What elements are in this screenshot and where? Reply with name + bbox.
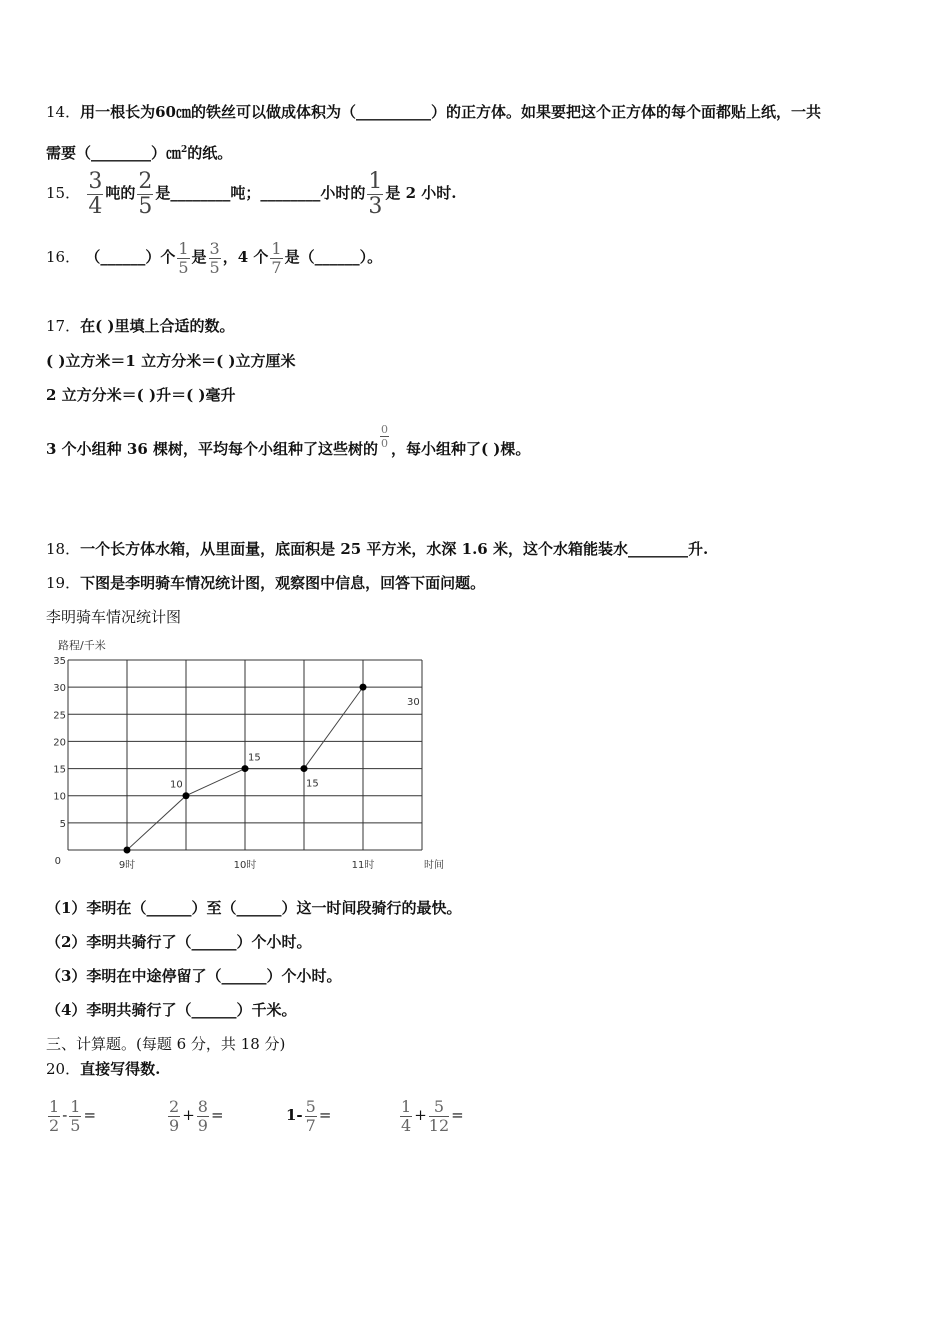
expr4-a-den: 4 xyxy=(401,1115,412,1135)
q16-text-4: 是（______）。 xyxy=(284,248,383,266)
expr3-prefix: 1- xyxy=(286,1106,303,1124)
data-label: 30 xyxy=(407,697,420,709)
chart-grid xyxy=(68,660,422,850)
q17-f-numerator: 0 xyxy=(380,423,388,436)
q16-f1-denominator: 5 xyxy=(178,257,189,277)
y-tick-label: 15 xyxy=(53,764,66,776)
q16-f2-numerator: 3 xyxy=(209,238,220,258)
expr2-b-num: 8 xyxy=(197,1096,208,1116)
q19-line xyxy=(46,573,485,593)
x-tick-label: 9时 xyxy=(118,860,136,871)
q16-number: 16． xyxy=(46,248,81,266)
q17-line1: ( )立方米＝1 立方分米＝( )立方厘米 xyxy=(46,352,296,370)
q16-text-1: （______）个 xyxy=(85,248,176,266)
expr1-frac-a xyxy=(48,1096,60,1135)
q15-fraction-1 xyxy=(87,168,103,219)
q17-line3-b: ，每小组种了( )棵。 xyxy=(390,440,531,458)
q15-number: 15． xyxy=(46,184,81,202)
expr2-a-den: 9 xyxy=(169,1115,180,1135)
q19-sub1: （1）李明在（______）至（______）这一时间段骑行的最快。 xyxy=(46,899,462,917)
expr4-a-num: 1 xyxy=(401,1096,412,1116)
expr4-b-den: 12 xyxy=(428,1115,450,1135)
q14-text-d: 的纸。 xyxy=(187,144,233,162)
q15-f3-denominator: 3 xyxy=(368,193,383,219)
y-tick-label: 35 xyxy=(53,656,66,667)
y-tick-label: 30 xyxy=(53,683,66,695)
line-chart xyxy=(40,635,500,875)
expr-1 xyxy=(46,1092,96,1138)
q15-f1-denominator: 4 xyxy=(88,193,103,219)
q15-f2-denominator: 5 xyxy=(138,193,153,219)
q17-f-denominator: 0 xyxy=(380,437,388,450)
q17-number: 17． xyxy=(46,317,81,335)
q15-fraction-3 xyxy=(367,168,383,219)
q16-fraction-3 xyxy=(270,238,282,277)
data-point xyxy=(124,847,131,854)
expr2-frac-a xyxy=(168,1096,180,1135)
expr4-op: + xyxy=(414,1106,427,1124)
q19-sub2: （2）李明共骑行了（______）个小时。 xyxy=(46,933,312,951)
q14-line2 xyxy=(46,140,232,163)
expr2-op: + xyxy=(182,1106,195,1124)
expr1-a-den: 2 xyxy=(49,1115,60,1135)
y-tick-label: 10 xyxy=(53,791,66,803)
expr1-b-den: 5 xyxy=(70,1115,81,1135)
q15-f3-numerator: 1 xyxy=(368,168,383,194)
q17-title-line xyxy=(46,316,235,336)
expr3-frac-b xyxy=(305,1096,317,1135)
expr3-b-num: 5 xyxy=(305,1096,316,1116)
expr-3 xyxy=(286,1092,331,1138)
data-point xyxy=(183,792,190,799)
q14-text-b: 60㎝的铁丝可以做成体积为（__________）的正方体。如果要把这个正方体的每个面都贴上纸，一共 xyxy=(155,103,821,121)
data-label: 15 xyxy=(306,778,319,790)
q19-sub4: （4）李明共骑行了（______）千米。 xyxy=(46,1001,297,1019)
y-tick-label: 0 xyxy=(54,856,61,867)
q15-text-2: 是________吨；________小时的 xyxy=(155,184,366,202)
q15-f2-numerator: 2 xyxy=(138,168,153,194)
x-tick-label: 11时 xyxy=(351,860,375,871)
q15-text-3: 是 2 小时. xyxy=(385,184,457,202)
q16-f1-numerator: 1 xyxy=(178,238,189,258)
expr4-frac-b xyxy=(428,1096,450,1135)
q17-line3-a: 3 个小组种 36 棵树，平均每个小组种了这些树的 xyxy=(46,440,378,458)
expr2-b-den: 9 xyxy=(197,1115,208,1135)
y-axis-label: 路程/千米 xyxy=(58,639,106,652)
expr4-b-num: 5 xyxy=(429,1099,449,1117)
q20-line xyxy=(46,1059,160,1079)
expr3-b-den: 7 xyxy=(305,1115,316,1135)
q17-title: 在( )里填上合适的数。 xyxy=(80,317,235,335)
q15-line xyxy=(46,170,456,218)
data-point xyxy=(242,765,249,772)
q19-text: 下图是李明骑车情况统计图，观察图中信息，回答下面问题。 xyxy=(80,574,486,592)
x-axis-label: 时间 xyxy=(424,860,444,871)
q19-number: 19． xyxy=(46,574,81,592)
data-point xyxy=(301,765,308,772)
expr2-eq: = xyxy=(210,1106,224,1124)
y-tick-label: 20 xyxy=(53,737,66,749)
q18-text: 一个长方体水箱，从里面量，底面积是 25 平方米，水深 1.6 米，这个水箱能装水________升. xyxy=(80,540,709,558)
q16-f3-numerator: 1 xyxy=(271,238,282,258)
expr2-a-num: 2 xyxy=(169,1096,180,1116)
q16-f3-denominator: 7 xyxy=(271,257,282,277)
expr2-frac-b xyxy=(197,1096,209,1135)
q16-fraction-2 xyxy=(209,238,221,277)
data-label: 10 xyxy=(170,779,183,791)
q14-text-c: 需要（________）㎝ xyxy=(46,144,182,162)
q15-fraction-2 xyxy=(137,168,153,219)
q17-fraction xyxy=(380,424,389,449)
x-tick-label: 10时 xyxy=(233,860,257,871)
q16-f2-denominator: 5 xyxy=(209,257,220,277)
expr1-eq: = xyxy=(83,1106,97,1124)
data-point xyxy=(360,684,367,691)
q18-line xyxy=(46,539,708,559)
expr1-op: - xyxy=(62,1106,68,1124)
q14-number: 14． xyxy=(46,103,81,121)
q14-superscript: 2 xyxy=(181,145,188,155)
expr1-a-num: 1 xyxy=(49,1096,60,1116)
q17-line3 xyxy=(46,423,531,472)
y-tick-label: 25 xyxy=(53,710,66,722)
q20-text: 直接写得数. xyxy=(80,1060,161,1078)
chart-title: 李明骑车情况统计图 xyxy=(46,608,182,626)
q14-text-a: 用一根长为 xyxy=(80,103,156,121)
expr1-b-num: 1 xyxy=(70,1096,81,1116)
expr4-frac-a xyxy=(400,1096,412,1135)
q16-line xyxy=(46,234,382,280)
q18-number: 18． xyxy=(46,540,81,558)
section-3-heading: 三、计算题。(每题 6 分，共 18 分) xyxy=(46,1035,286,1053)
q16-text-2: 是 xyxy=(191,248,207,266)
y-tick-label: 5 xyxy=(59,818,66,830)
expr4-eq: = xyxy=(451,1106,464,1124)
q15-text-1: 吨的 xyxy=(105,184,136,202)
q14-line1 xyxy=(46,102,821,122)
expr1-frac-b xyxy=(69,1096,81,1135)
q17-line2: 2 立方分米＝( )升＝( )毫升 xyxy=(46,386,236,404)
expr-2 xyxy=(166,1092,224,1138)
q20-number: 20． xyxy=(46,1060,81,1078)
q16-text-3: ，4 个 xyxy=(222,248,269,266)
q19-sub3: （3）李明在中途停留了（______）个小时。 xyxy=(46,967,342,985)
data-label: 15 xyxy=(248,752,261,764)
expr-4 xyxy=(398,1092,464,1138)
q16-fraction-1 xyxy=(177,238,189,277)
q15-f1-numerator: 3 xyxy=(88,168,103,194)
expr3-eq: = xyxy=(318,1106,332,1124)
